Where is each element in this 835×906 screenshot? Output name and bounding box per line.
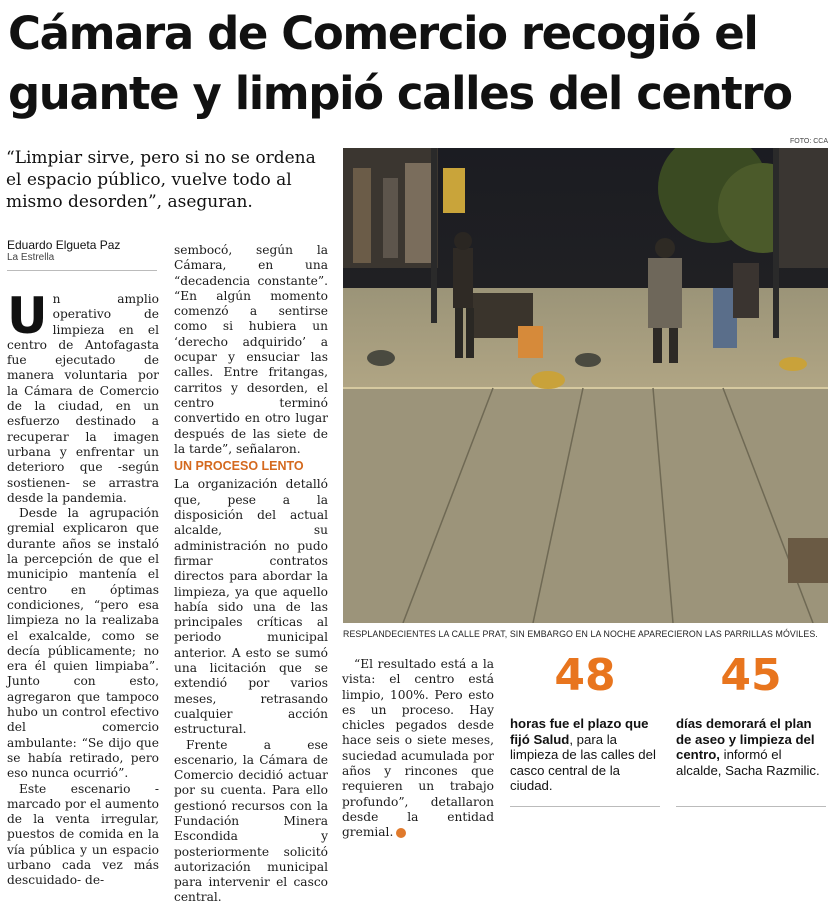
pull-quote: “Limpiar sirve, pero si no se ordena el espacio público, vuelve todo al mismo desorden”, aseguran. [6, 148, 316, 212]
article-column-1 [7, 287, 159, 889]
photo-caption: RESPLANDECIENTES LA CALLE PRAT, SIN EMBARGO EN LA NOCHE APARECIERON LAS PARRILLAS MÓVILES. [343, 629, 818, 639]
byline-publication: La Estrella [7, 252, 55, 263]
paragraph: Este escenario -marcado por el aumento de la venta irregular, puestos de comida en la vía pública y un espacio urbano cada vez más descuidado- de- [7, 781, 159, 888]
lead-paragraph [7, 287, 159, 506]
paragraph: sembocó, según la Cámara, en una “decadencia constante”. “En algún momento comenzó a sentirse como si hubiera un ‘derecho adquirido’ a ocupar y ensuciar las calles. Entre fritangas, carritos y desorden, el centro terminó convertido en otro lugar después de las siete de la tarde”, señalaron. [174, 243, 328, 456]
headline: Cámara de Comercio recogió el guante y limpió calles del centro [8, 7, 792, 120]
article-column-2 [174, 243, 328, 906]
stat-divider [510, 806, 660, 807]
photo-credit: FOTO: CCA [790, 138, 828, 145]
stat-description-rest: , para la limpieza de las calles del casco central de la ciudad. [510, 731, 656, 794]
stat-number: 48 [554, 650, 616, 701]
paragraph: Desde la agrupación gremial explicaron que durante años se instaló la percepción de que el municipio mantenía el centro en óptimas condiciones, “pero esa limpieza no la realizaba el exalcalde, como se decía públicamente; no era él quien limpiaba”. Junto con esto, agregaron que tampoco hubo un control efectivo del comercio ambulante: “Se dijo que se había retirado, pero eso nunca ocurrió”. [7, 506, 159, 781]
lead-paragraph-text: n amplio operativo de limpieza en el centro de Antofagasta fue ejecutado de manera voluntaria por la Cámara de Comercio de la ciudad, en un esfuerzo destinado a recuperar la imagen urbana y enfrentar un deterioro que -según sostienen- se arrastra desde la pandemia. [7, 292, 159, 505]
street-photo-graphic [343, 148, 828, 623]
stat-description-rest: informó el alcalde, Sacha Razmilic. [676, 747, 820, 778]
byline-author: Eduardo Elgueta Paz [7, 238, 121, 252]
article-column-3 [342, 657, 494, 841]
stat-description-bold: días demorará el plan de aseo y limpieza del centro, [676, 716, 815, 763]
section-subhead: UN PROCESO LENTO [174, 459, 304, 474]
paragraph: La organización detalló que, pese a la disposición del actual alcalde, su administración no pudo firmar contratos directos para abordar la limpieza, ya que aquello había sido una de las principales críticas al periodo municipal anterior. A esto se sumó una licitación que se extendió por varios meses, retrasando cualquier acción estructural. [174, 477, 328, 737]
stat-description-bold: horas fue el plazo que fijó Salud [510, 716, 649, 747]
paragraph: Frente a ese escenario, la Cámara de Comercio decidió actuar por su cuenta. Para ello gestionó recursos con la Fundación Minera Escondida y posteriormente solicitó autorización municipal para intervenir el casco central. [174, 737, 328, 905]
street-photo [343, 148, 828, 623]
drop-cap: U [7, 287, 48, 345]
paragraph-text: “El resultado está a la vista: el centro está limpio, 100%. Pero esto es un proceso. Hay chicles pegados desde hace seis o siete meses, suciedad acumulada por años y rincones que requieren un trabajo profundo”, detallaron desde la entidad gremial. [342, 657, 494, 840]
stat-description [676, 716, 826, 778]
end-mark-icon [396, 828, 406, 838]
paragraph [342, 657, 494, 841]
stat-divider [676, 806, 826, 807]
byline-divider [7, 270, 157, 271]
stat-number: 45 [720, 650, 782, 701]
stat-description [510, 716, 660, 794]
